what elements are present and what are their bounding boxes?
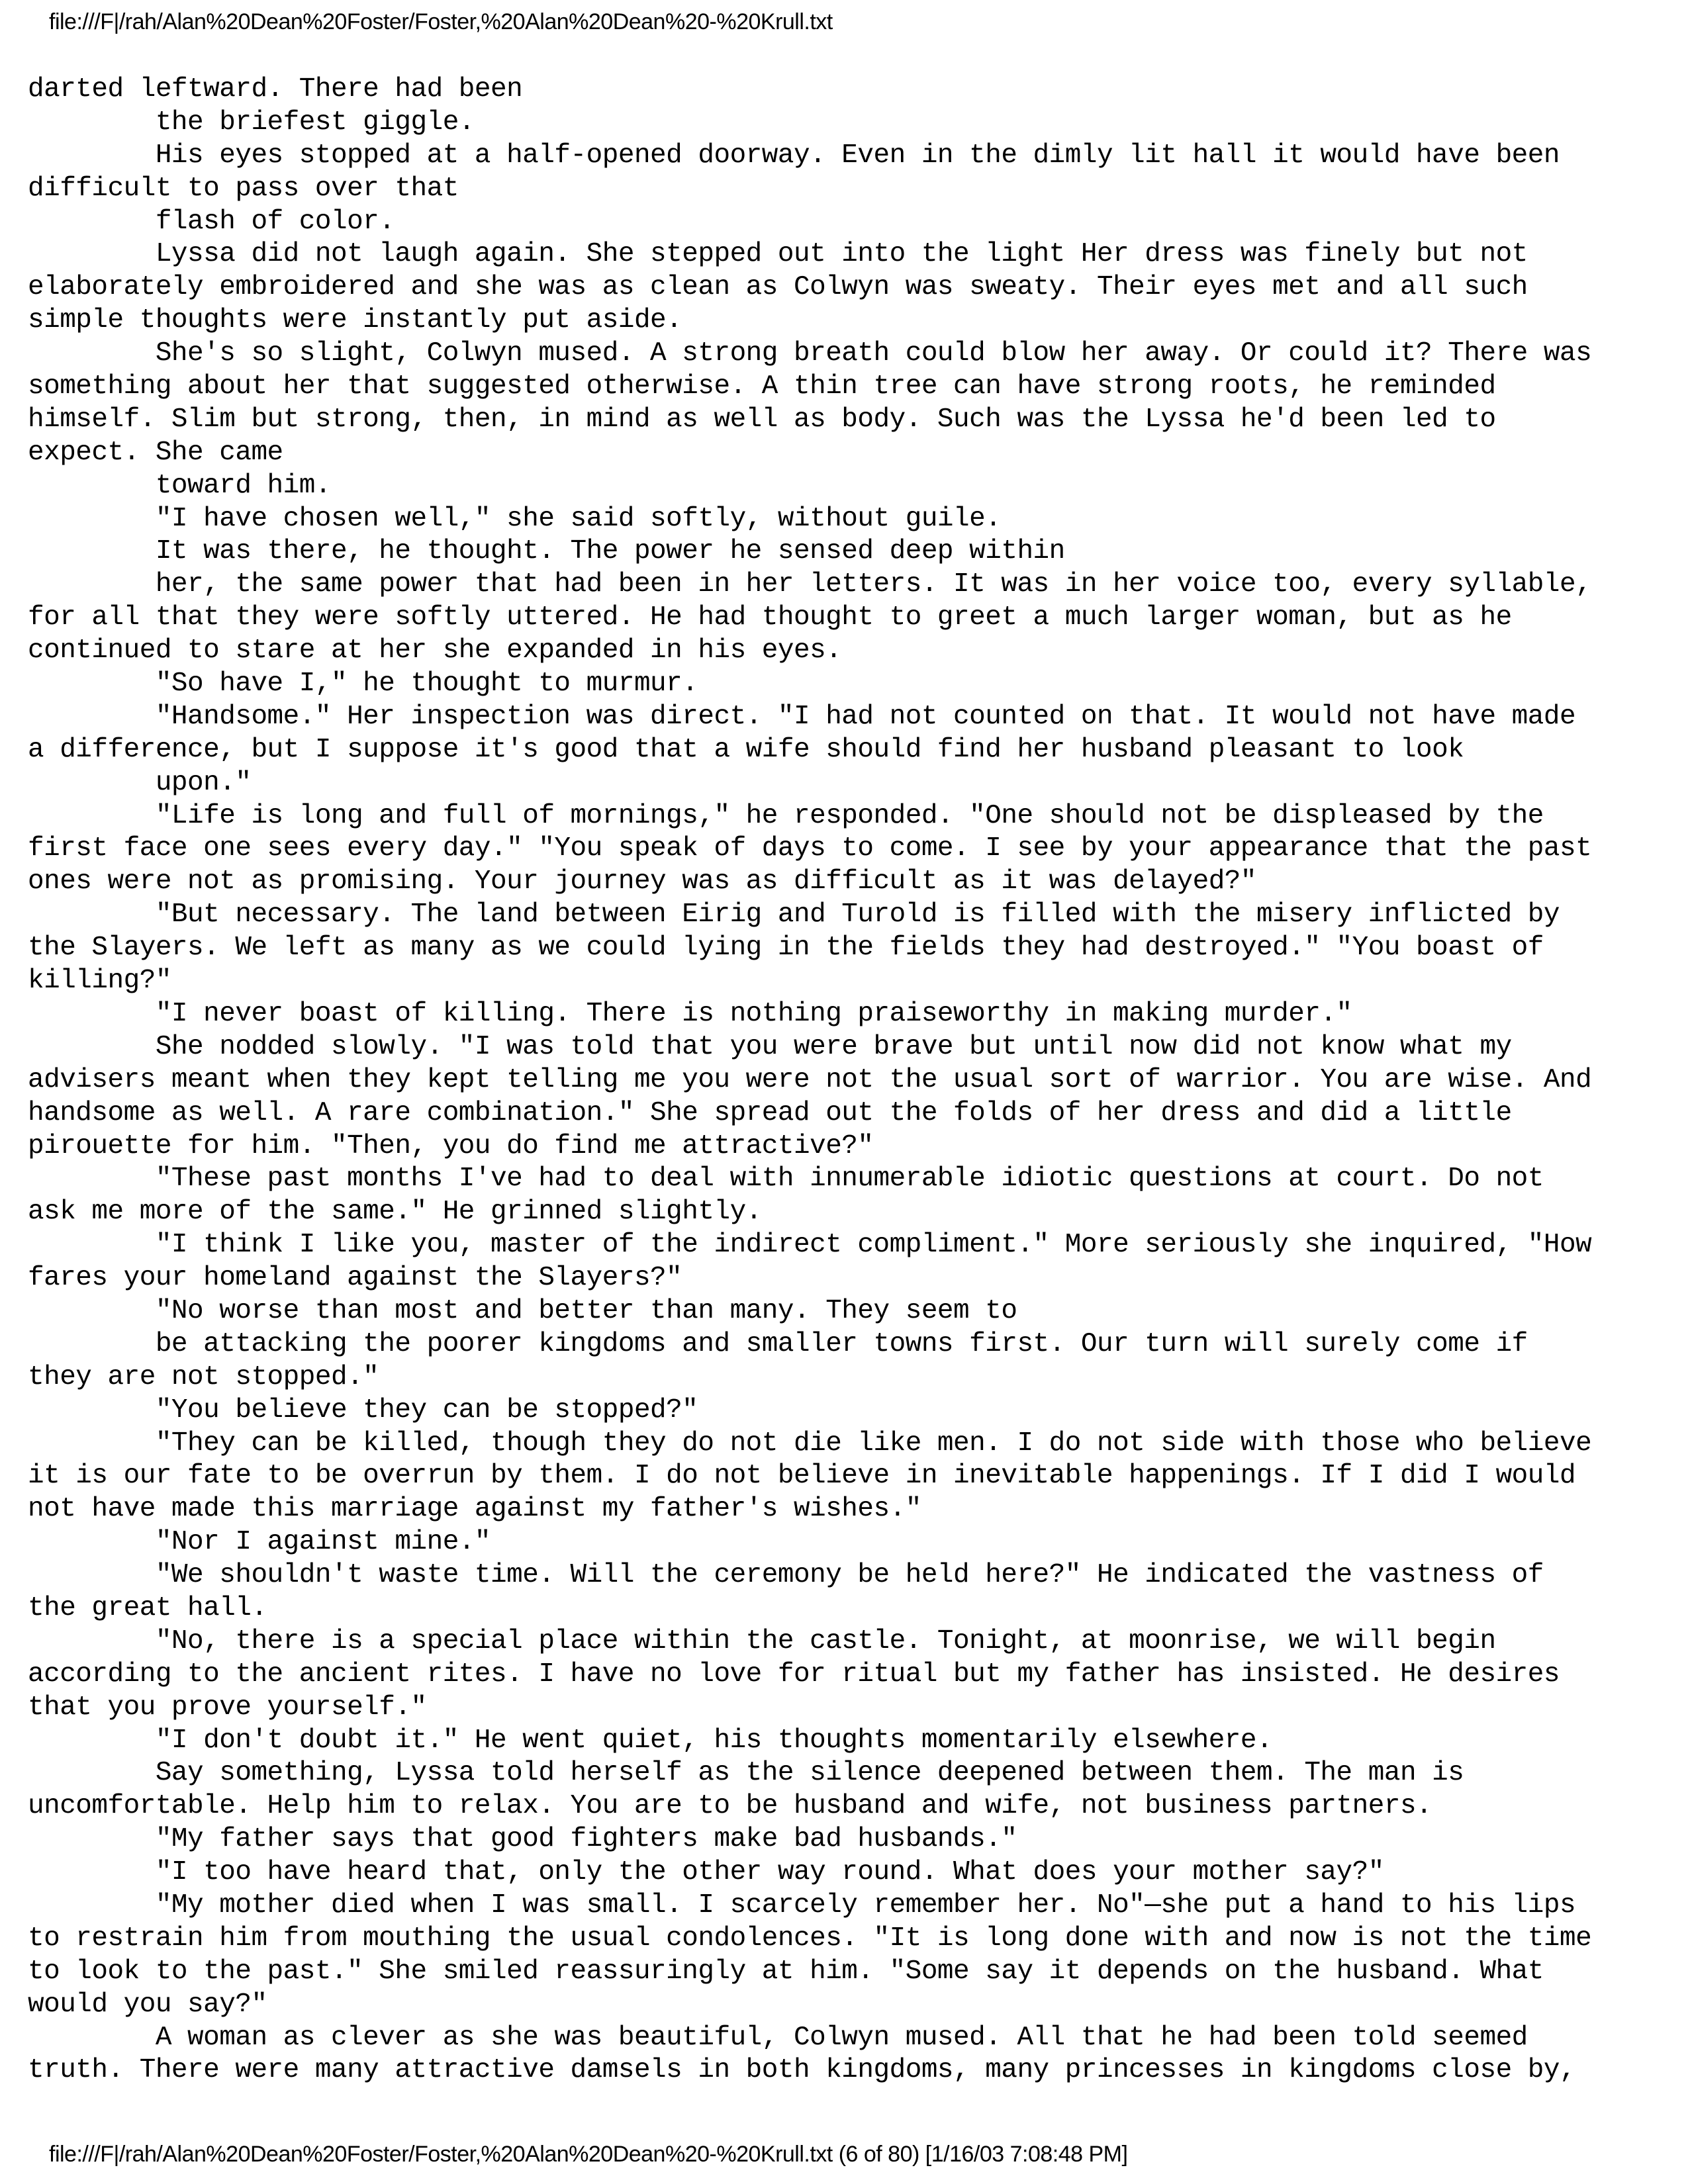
text-line: truth. There were many attractive damsels in both kingdoms, many princesses in kingdoms close by, xyxy=(28,2055,1576,2086)
text-line: "I think I like you, master of the indirect compliment." More seriously she inquired, "How xyxy=(28,1230,1592,1261)
text-line: His eyes stopped at a half-opened doorway. Even in the dimly lit hall it would have been xyxy=(28,140,1560,171)
text-line: "I don't doubt it." He went quiet, his thoughts momentarily elsewhere. xyxy=(28,1725,1273,1756)
text-line: A woman as clever as she was beautiful, Colwyn mused. All that he had been told seemed xyxy=(28,2022,1528,2053)
text-line: She's so slight, Colwyn mused. A strong breath could blow her away. Or could it? There was xyxy=(28,338,1592,369)
text-line: would you say?" xyxy=(28,1989,267,2020)
text-line: "They can be killed, though they do not die like men. I do not side with those who believe xyxy=(28,1428,1592,1459)
text-line: "My father says that good fighters make bad husbands." xyxy=(28,1824,1017,1855)
file-path-header: file:///F|/rah/Alan%20Dean%20Foster/Foster,%20Alan%20Dean%20-%20Krull.txt xyxy=(49,9,833,34)
text-line: be attacking the poorer kingdoms and smaller towns first. Our turn will surely come if xyxy=(28,1328,1528,1359)
file-path-footer: file:///F|/rah/Alan%20Dean%20Foster/Foster,%20Alan%20Dean%20-%20Krull.txt (6 of 80) [1/16/03 7:08:48 PM] xyxy=(49,2142,1128,2167)
text-line: a difference, but I suppose it's good that a wife should find her husband pleasant to look xyxy=(28,734,1464,765)
text-line: killing?" xyxy=(28,966,171,997)
text-line: according to the ancient rites. I have no love for ritual but my father has insisted. He desires xyxy=(28,1659,1560,1690)
text-line: toward him. xyxy=(28,470,331,501)
text-line: "I have chosen well," she said softly, without guile. xyxy=(28,503,1002,534)
text-line: uncomfortable. Help him to relax. You are to be husband and wife, not business partners. xyxy=(28,1791,1432,1822)
text-line: continued to stare at her she expanded in his eyes. xyxy=(28,635,842,666)
text-line: the great hall. xyxy=(28,1592,267,1623)
text-line: Say something, Lyssa told herself as the silence deepened between them. The man is xyxy=(28,1758,1464,1789)
text-line: "So have I," he thought to murmur. xyxy=(28,668,698,700)
text-line: "No worse than most and better than many. They seem to xyxy=(28,1295,1017,1326)
text-line: upon." xyxy=(28,767,252,798)
text-line: the briefest giggle. xyxy=(28,107,475,138)
text-line: her, the same power that had been in her letters. It was in her voice too, every syllable, xyxy=(28,569,1592,600)
text-line: "My mother died when I was small. I scarcely remember her. No"—she put a hand to his lips xyxy=(28,1889,1576,1921)
text-line: not have made this marriage against my father's wishes." xyxy=(28,1494,921,1525)
text-line: it is our fate to be overrun by them. I do not believe in inevitable happenings. If I did I would xyxy=(28,1461,1576,1492)
text-line: the Slayers. We left as many as we could lying in the fields they had destroyed." "You boast of xyxy=(28,933,1544,964)
text-line: "These past months I've had to deal with innumerable idiotic questions at court. Do not xyxy=(28,1163,1544,1195)
text-line: advisers meant when they kept telling me you were not the usual sort of warrior. You are wise. And xyxy=(28,1064,1592,1095)
text-line: She nodded slowly. "I was told that you were brave but until now did not know what my xyxy=(28,1031,1512,1062)
text-line: "But necessary. The land between Eirig and Turold is filled with the misery inflicted by xyxy=(28,899,1560,931)
text-line: "Life is long and full of mornings," he responded. "One should not be displeased by the xyxy=(28,800,1544,831)
text-line: darted leftward. There had been xyxy=(28,74,523,105)
text-line: something about her that suggested otherwise. A thin tree can have strong roots, he reminded xyxy=(28,371,1496,402)
text-line: Lyssa did not laugh again. She stepped out into the light Her dress was finely but not xyxy=(28,239,1528,270)
text-line: handsome as well. A rare combination." She spread out the folds of her dress and did a little xyxy=(28,1097,1512,1128)
text-line: "I too have heard that, only the other way round. What does your mother say?" xyxy=(28,1857,1384,1888)
text-line: they are not stopped." xyxy=(28,1361,379,1392)
text-line: "I never boast of killing. There is nothing praiseworthy in making murder." xyxy=(28,998,1352,1029)
text-line: for all that they were softly uttered. He had thought to greet a much larger woman, but as he xyxy=(28,602,1512,633)
text-line: "We shouldn't waste time. Will the ceremony be held here?" He indicated the vastness of xyxy=(28,1560,1544,1591)
text-line: difficult to pass over that xyxy=(28,173,459,204)
text-line: ask me more of the same." He grinned slightly. xyxy=(28,1197,762,1228)
text-line: elaborately embroidered and she was as clean as Colwyn was sweaty. Their eyes met and all such xyxy=(28,272,1528,303)
text-line: flash of color. xyxy=(28,206,395,237)
text-line: himself. Slim but strong, then, in mind as well as body. Such was the Lyssa he'd been led to xyxy=(28,404,1496,435)
text-line: simple thoughts were instantly put aside. xyxy=(28,305,682,336)
text-line: fares your homeland against the Slayers?" xyxy=(28,1263,682,1294)
text-line: to look to the past." She smiled reassuringly at him. "Some say it depends on the husband. What xyxy=(28,1956,1544,1987)
text-line: first face one sees every day." "You speak of days to come. I see by your appearance that the past xyxy=(28,833,1592,864)
document-body xyxy=(28,73,1669,2087)
text-line: expect. She came xyxy=(28,437,283,468)
text-line: to restrain him from mouthing the usual condolences. "It is long done with and now is not the time xyxy=(28,1923,1592,1954)
text-line: ones were not as promising. Your journey was as difficult as it was delayed?" xyxy=(28,866,1257,897)
text-line: "No, there is a special place within the castle. Tonight, at moonrise, we will begin xyxy=(28,1625,1496,1657)
text-line: It was there, he thought. The power he sensed deep within xyxy=(28,536,1065,567)
text-line: that you prove yourself." xyxy=(28,1692,427,1723)
text-line: "Nor I against mine." xyxy=(28,1527,491,1558)
text-line: "Handsome." Her inspection was direct. "I had not counted on that. It would not have made xyxy=(28,701,1576,732)
text-line: pirouette for him. "Then, you do find me attractive?" xyxy=(28,1130,874,1161)
text-line: "You believe they can be stopped?" xyxy=(28,1394,698,1426)
